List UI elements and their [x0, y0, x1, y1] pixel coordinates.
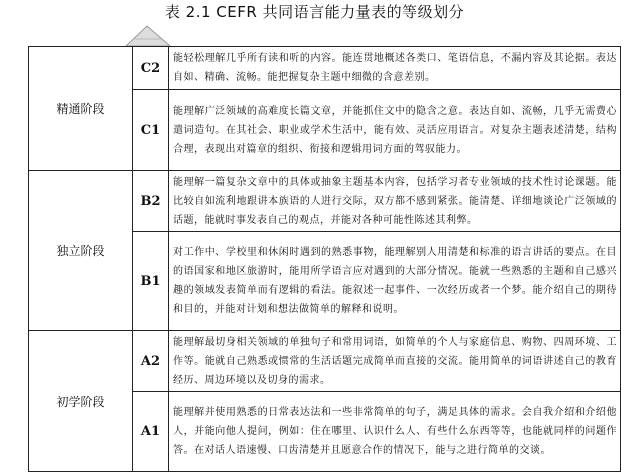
cefr-levels-table [28, 46, 621, 472]
level-code-b2: B2 [133, 171, 169, 232]
level-code-a2: A2 [133, 331, 169, 392]
level-desc-a1: 能理解并使用熟悉的日常表达法和一些非常简单的句子，满足具体的需求。会自我介绍和介绍他人，并能向他人提问，例如：住在哪里、认识什么人、有些什么东西等等，也能就同样的问题作答。在对话人语速慢、口齿清楚并且愿意合作的情况下，能与之进行简单的交谈。 [169, 392, 621, 472]
level-desc-c2: 能轻松理解几乎所有读和听的内容。能连贯地概述各类口、笔语信息，不漏内容及其论据。表达自如、精确、流畅。能把握复杂主题中细微的含意差别。 [169, 47, 621, 90]
stage-cell-beginner: 初学阶段 [29, 331, 133, 472]
level-desc-b2: 能理解一篇复杂文章中的具体或抽象主题基本内容，包括学习者专业领域的技术性讨论课题。能比较自如流利地跟讲本族语的人进行交际，双方都不感到紧张。能清楚、详细地谈论广泛领域的话题，能就时事发表自己的观点，并能对各种可能性陈述其利弊。 [169, 171, 621, 232]
table-row [29, 47, 621, 90]
level-code-a1: A1 [133, 392, 169, 472]
table-row [29, 171, 621, 232]
level-desc-b1: 对工作中、学校里和休闲时遇到的熟悉事物，能理解别人用清楚和标准的语言讲话的要点。在目的语国家和地区旅游时，能用所学语言应对遇到的大部分情况。能就一些熟悉的主题和自己感兴趣的领域发表简单而有逻辑的看法。能叙述一起事件、一次经历或者一个梦。能介绍自己的期待和目的，并能对计划和想法做简单的解释和说明。 [169, 232, 621, 331]
scan-artifact-mark [125, 25, 173, 47]
table-caption: 表 2.1 CEFR 共同语言能力量表的等级划分 [164, 3, 465, 21]
level-code-c2: C2 [133, 47, 169, 90]
table-row [29, 331, 621, 392]
level-desc-c1: 能理解广泛领域的高难度长篇文章，并能抓住文中的隐含之意。表达自如、流畅，几乎无需费心遣词造句。在其社会、职业或学术生活中，能有效、灵活应用语言。对复杂主题表述清楚，结构合理，表现出对篇章的组织、衔接和逻辑用词方面的驾驭能力。 [169, 90, 621, 171]
stage-cell-proficient: 精通阶段 [29, 47, 133, 171]
level-code-c1: C1 [133, 90, 169, 171]
level-code-b1: B1 [133, 232, 169, 331]
level-desc-a2: 能理解最切身相关领域的单独句子和常用词语，如简单的个人与家庭信息、购物、四周环境、工作等。能就自己熟悉或惯常的生活话题完成简单而直接的交流。能用简单的词语讲述自己的教育经历、周边环境以及切身的需求。 [169, 331, 621, 392]
stage-cell-independent: 独立阶段 [29, 171, 133, 331]
